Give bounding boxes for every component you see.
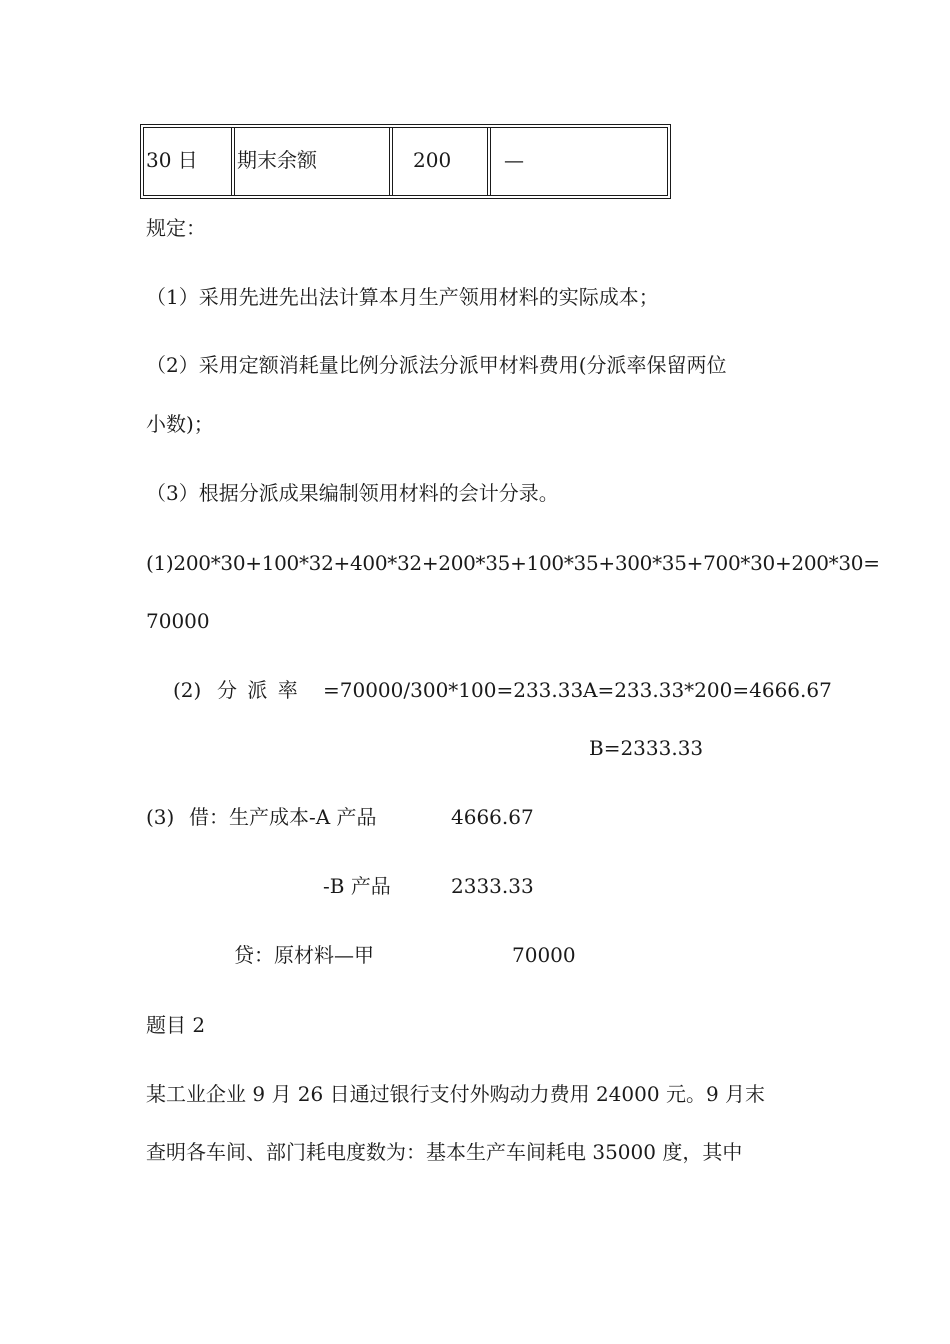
answer-3-label: (3) [146,805,175,829]
answer-2-label: (2) [173,678,202,702]
requirement-item-2-cont: 小数)； [146,412,214,436]
answer-3-credit-amount: 70000 [512,943,576,967]
requirement-item-1: （1）采用先进先出法计算本月生产领用材料的实际成本； [146,285,659,309]
table-divider [487,128,491,195]
answer-3-debit-amount: 4666.67 [451,805,534,829]
question-2-line-2: 查明各车间、部门耗电度数为：基本生产车间耗电 35000 度，其中 [146,1140,743,1164]
question-2-title: 题目 2 [146,1013,206,1037]
answer-2-formula: =70000/300*100=233.33 [323,678,584,702]
answer-2-a: A=233.33*200=4666.67 [583,678,832,702]
answer-2-b: B=2333.33 [589,736,704,760]
cell-amount: — [504,148,524,172]
table-divider [389,128,393,195]
answer-3-debit-2: -B 产品 [323,874,391,898]
requirement-item-3: （3）根据分派成果编制领用材料的会计分录。 [146,481,559,505]
cell-date: 30 日 [146,148,198,172]
answer-3-debit: 借：生产成本-A 产品 [189,805,377,829]
cell-description: 期末余额 [237,148,317,172]
answer-1-formula: (1)200*30+100*32+400*32+200*35+100*35+300*35+700*30+200*30= [146,551,880,575]
answer-3-credit: 贷：原材料—甲 [234,943,374,967]
answer-1-result: 70000 [146,609,210,633]
requirement-item-2: （2）采用定额消耗量比例分派法分派甲材料费用(分派率保留两位 [146,353,727,377]
question-2-line-1: 某工业企业 9 月 26 日通过银行支付外购动力费用 24000 元。9 月末 [146,1082,766,1106]
answer-2-term: 分 派 率 [217,678,298,702]
cell-quantity: 200 [413,148,452,172]
balance-table [140,124,671,199]
answer-3-debit-2-amount: 2333.33 [451,874,534,898]
requirements-heading: 规定： [146,216,206,240]
table-divider [231,128,235,195]
